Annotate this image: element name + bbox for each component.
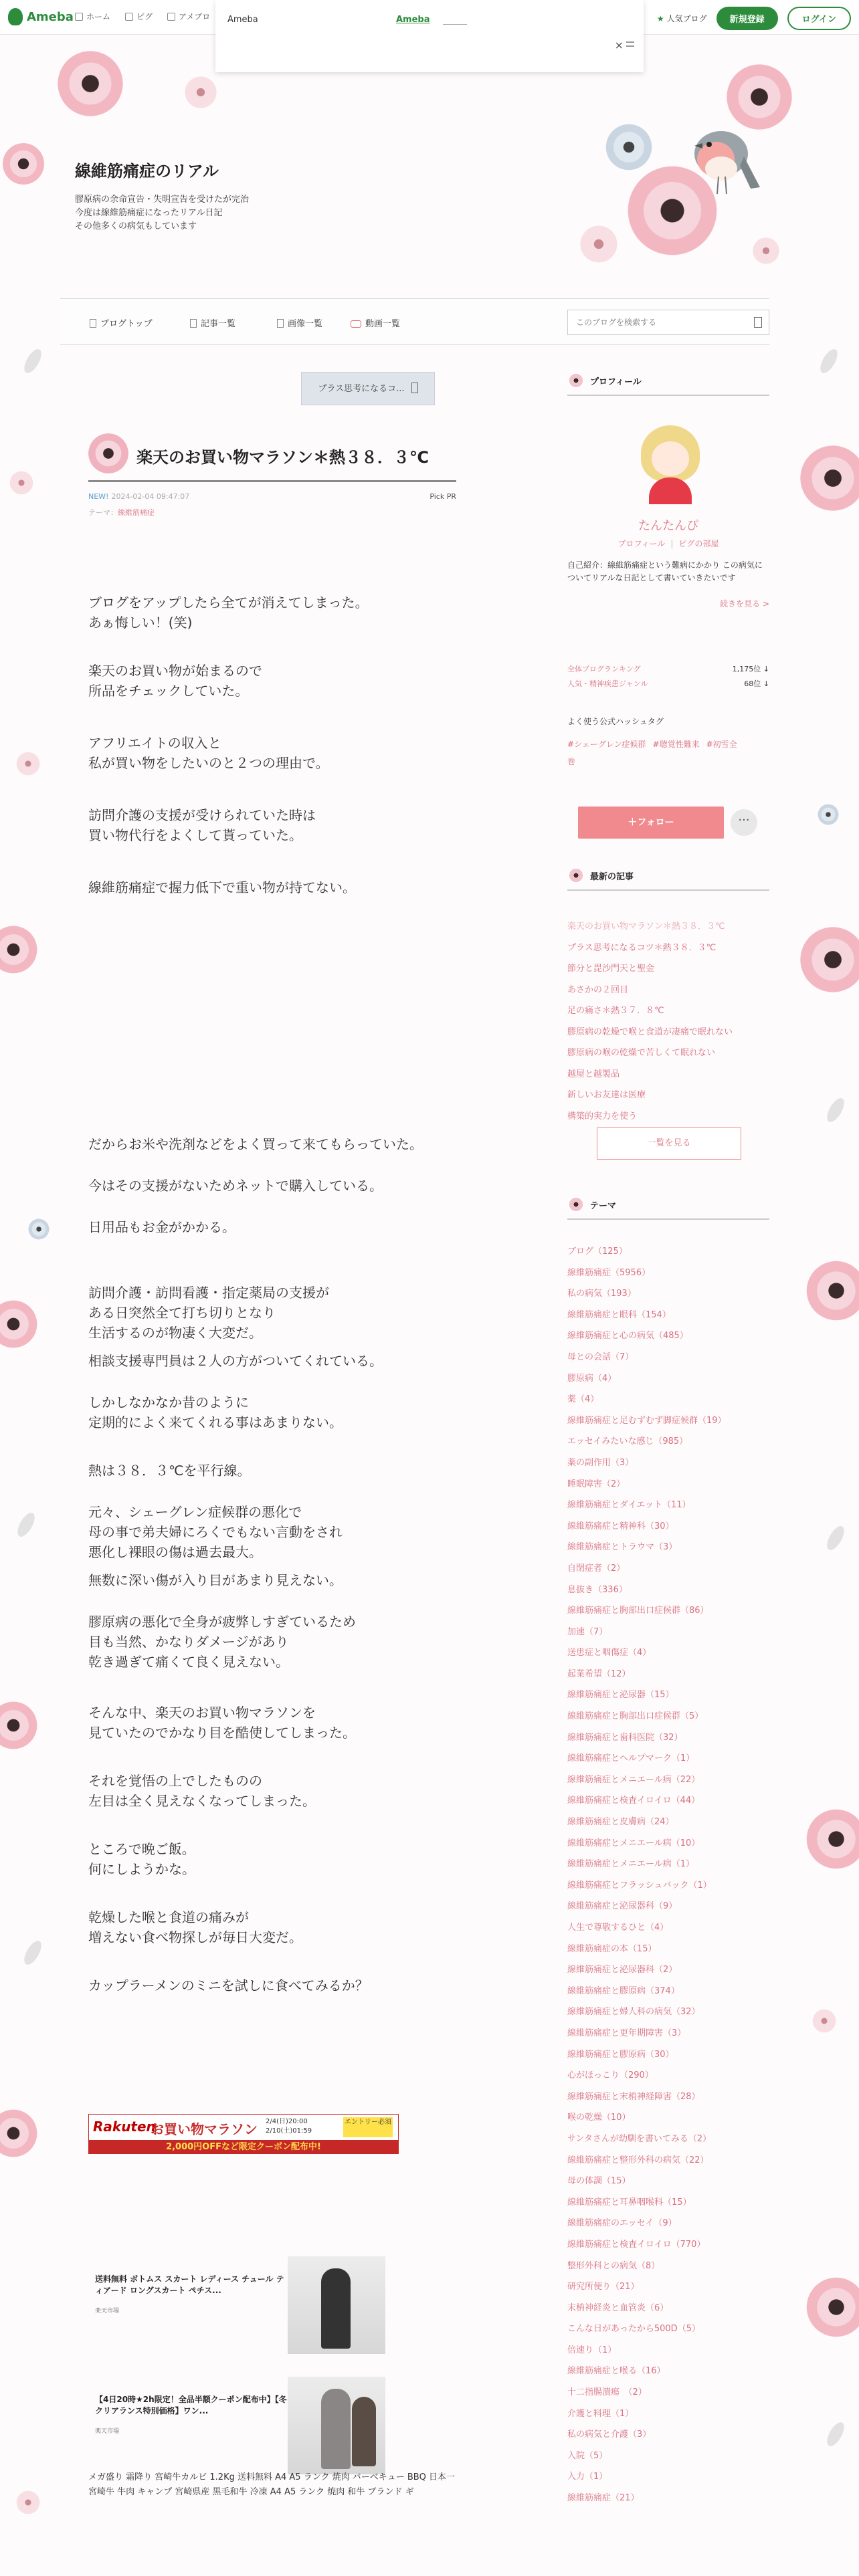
entry-line: 増えない食べ物探しが毎日大変だ。	[88, 1929, 302, 1945]
theme-link[interactable]: 母の体調（15）	[567, 2176, 631, 2187]
entry-paragraph	[88, 1975, 369, 1996]
theme-link[interactable]: 線維筋痛症と更年期障害（3）	[567, 2028, 686, 2038]
theme-link[interactable]: 入力（1）	[567, 2472, 608, 2482]
theme-link[interactable]: 入院（5）	[567, 2450, 608, 2461]
hashtag-heading: よく使う公式ハッシュタグ	[567, 717, 664, 726]
recent-article-link[interactable]: 膠原病の乾燥で喉と食道が凄痛で眠れない	[567, 1027, 733, 1037]
blog-desc-line: その他多くの病気もしています	[75, 221, 197, 231]
entry-line: しかしなかなか昔のように	[88, 1394, 249, 1410]
entry-line: アフリエイトの収入と	[88, 735, 221, 751]
theme-link[interactable]: 線維筋痛症と婦人科の病気（32）	[567, 2007, 700, 2018]
entry-line: 熱は３８．３℃を平行線。	[88, 1463, 251, 1479]
nav-image-list[interactable]: 画像一覧	[277, 316, 322, 329]
ameba-logo-icon	[8, 8, 23, 25]
entry-paragraph	[88, 1839, 195, 1879]
profile-link[interactable]: プロフィール	[617, 539, 666, 548]
entry-line: 訪問介護の支援が受けられていた時は	[88, 807, 316, 823]
register-button[interactable]: 新規登録	[717, 7, 778, 30]
ad-source: 楽天市場	[95, 2428, 120, 2435]
theme-link[interactable]: 線維筋痛症と膠原病（30）	[567, 2049, 674, 2060]
profile-avatar[interactable]	[637, 425, 704, 506]
recent-article-link[interactable]: あさかの２回目	[567, 984, 629, 995]
theme-link[interactable]: 起業希望（12）	[567, 1669, 631, 1679]
entry-line: 相談支援専門員は２人の方がついてくれている。	[88, 1353, 383, 1369]
popup-underline	[443, 24, 467, 25]
theme-link[interactable]: エッセイみたいな感じ（985）	[567, 1436, 688, 1447]
ad-source: 楽天市場	[95, 2308, 120, 2315]
entry-paragraph	[88, 1502, 343, 1562]
theme-link[interactable]: 線維筋痛症と耳鼻咽喉科（15）	[567, 2197, 692, 2208]
theme-link[interactable]: 母との会話（7）	[567, 1352, 634, 1362]
theme-list	[567, 1241, 769, 2509]
theme-link[interactable]: 線維筋痛症と皮膚病（24）	[567, 1817, 674, 1828]
entry-line: ところで晩ご飯。	[88, 1841, 195, 1857]
flower-icon	[567, 867, 585, 884]
theme-link[interactable]: 線維筋痛症	[118, 508, 155, 517]
theme-link[interactable]: 線維筋痛症と精神科（30）	[567, 1521, 674, 1531]
nav-home[interactable]: ホーム	[75, 11, 110, 22]
entry-line: 買い物代行をよくして貰っていた。	[88, 827, 302, 843]
entry-line: 所品をチェックしていた。	[88, 683, 249, 699]
theme-link[interactable]: 線維筋痛症とトラウマ（3）	[567, 1542, 678, 1553]
theme-link[interactable]: 送患症と咽傷症（4）	[567, 1648, 652, 1658]
ad-title: 送料無料 ボトムス スカート レディース チュール ティアード ロングスカート ペチス...	[95, 2274, 284, 2295]
popular-blog-link[interactable]: ★ 人気ブログ	[656, 14, 707, 23]
recent-article-link[interactable]: 新しいお友達は医療	[567, 1090, 646, 1100]
entry-line: 目も当然、かなりダメージがあり	[88, 1634, 289, 1650]
theme-link[interactable]: 私の病気と介護（3）	[567, 2430, 652, 2440]
blog-header	[75, 158, 409, 233]
flower-icon	[567, 1196, 585, 1213]
recent-article-link[interactable]: 膠原病の喉の乾燥で苦しくて眠れない	[567, 1048, 716, 1058]
ad-figure	[321, 2389, 351, 2469]
theme-link[interactable]: こんな日があったから500D（5）	[567, 2324, 700, 2335]
recent-article-link[interactable]: 越屋と越製品	[567, 1069, 620, 1079]
entry-paragraph	[88, 1907, 302, 1947]
video-icon	[351, 320, 361, 328]
entry-paragraph	[88, 1176, 383, 1196]
entry-paragraph	[88, 1612, 356, 1672]
theme-link[interactable]: 線維筋痛症とフラッシュバック（1）	[567, 1880, 712, 1891]
nav-video-list[interactable]: 動画一覧	[351, 316, 400, 329]
theme-link[interactable]: 線維筋痛症と検査イロイロ（770）	[567, 2239, 706, 2250]
entry-line: 日用品もお金がかかる。	[88, 1219, 235, 1235]
entry-paragraph	[88, 1461, 250, 1481]
ameba-logo[interactable]	[8, 8, 74, 25]
blog-desc-line: 膠原病の余命宣告・失明宣告を受けたが完治	[75, 195, 250, 205]
theme-link[interactable]: 線維筋痛症と検査イロイロ（44）	[567, 1796, 700, 1806]
theme-link[interactable]: サンタさんが幼馴を書いてみる（2）	[567, 2133, 712, 2144]
theme-link[interactable]: 睡眠障害（2）	[567, 1479, 626, 1489]
profile-heading: プロフィール	[567, 372, 769, 396]
entry-line: カップラーメンのミニを試しに食べてみるか？	[88, 1977, 369, 1994]
theme-link[interactable]: 線維筋痛症と泌尿器（15）	[567, 1690, 674, 1701]
rank-row[interactable]: 人気・精神疾患ジャンル 68位 ↓	[567, 679, 769, 688]
new-badge: NEW!	[88, 492, 109, 501]
theme-link[interactable]: 線維筋痛症のエッセイ（9）	[567, 2218, 677, 2229]
theme-link[interactable]: 線維筋痛症とメニエール病（1）	[567, 1859, 695, 1870]
page-icon	[411, 383, 418, 393]
entry-line: ブログをアップしたら全てが消えてしまった。	[88, 595, 369, 611]
profile-links: プロフィール | ピグの部屋	[617, 539, 719, 548]
entry-line: 乾き過ぎて痛くて良く見えない。	[88, 1654, 289, 1670]
popup-title: Ameba	[227, 15, 258, 25]
view-all-button[interactable]: 一覧を見る	[597, 1128, 741, 1160]
theme-link[interactable]: 倍速り（1）	[567, 2345, 617, 2355]
blog-global-nav	[60, 298, 769, 345]
hashtag[interactable]: #シェーグレン症候群	[567, 740, 646, 749]
theme-link[interactable]: 人生で尊敬するひと（4）	[567, 1923, 669, 1933]
profile-more-link[interactable]: 続きを見る >	[720, 599, 769, 609]
follow-button[interactable]: ＋フォロー	[578, 807, 724, 839]
theme-link[interactable]: ブログ（125）	[567, 1247, 628, 1257]
popup-link[interactable]: Ameba	[396, 15, 430, 25]
recent-article-link[interactable]: プラス思考になるコツ＊熱３８．３℃	[567, 942, 717, 953]
close-icon[interactable]: ×	[614, 39, 624, 51]
theme-link[interactable]: 線維筋痛症と眼科（154）	[567, 1309, 671, 1320]
theme-link[interactable]: 線維筋痛症と泌尿器科（2）	[567, 1965, 678, 1975]
theme-link[interactable]: 自閉症者（2）	[567, 1563, 626, 1574]
theme-link[interactable]: 末梢神経炎と血管炎（6）	[567, 2302, 669, 2313]
recent-article-link[interactable]: 構築的実力を使う	[567, 1111, 638, 1121]
entry-paragraph	[88, 1351, 383, 1371]
entry-date: 2024-02-04 09:47:07	[111, 492, 190, 501]
recent-article-link[interactable]: 節分と毘沙門天と聖金	[567, 964, 655, 974]
entry-line: 乾燥した喉と食道の痛みが	[88, 1909, 249, 1925]
banner-coupon: 2,000円OFFなど限定クーポン配布中!	[89, 2140, 398, 2154]
nav-ameblo[interactable]: アメブロ	[167, 11, 210, 22]
entry-paragraph	[88, 1570, 343, 1590]
theme-link[interactable]: 私の病気（193）	[567, 1289, 636, 1299]
entry-meta	[88, 492, 189, 501]
theme-link[interactable]: 線維筋痛症と膠原病（374）	[567, 1985, 680, 1996]
ad-figure	[321, 2268, 351, 2349]
theme-link[interactable]: 線維筋痛症とメニエール病（10）	[567, 1838, 700, 1848]
image-icon	[277, 319, 284, 328]
theme-link[interactable]: 線維筋痛症（21）	[567, 2493, 640, 2504]
theme-link[interactable]: 線維筋痛症と整形外科の病気（22）	[567, 2155, 709, 2165]
theme-link[interactable]: 加速（7）	[567, 1626, 608, 1637]
theme-link[interactable]: 研究所便り（21）	[567, 2282, 640, 2292]
nav-article-list[interactable]: 記事一覧	[190, 316, 235, 329]
theme-link[interactable]: 線維筋痛症と喉る（16）	[567, 2366, 666, 2377]
profile-name[interactable]: たんたんぴ	[638, 519, 698, 533]
nav-blog-top[interactable]: ブログトップ	[90, 316, 153, 329]
top-nav	[75, 11, 210, 22]
theme-link[interactable]: 線維筋痛症（5956）	[567, 1267, 651, 1278]
entry-line: 今はその支援がないためネットで購入している。	[88, 1178, 383, 1194]
blog-title[interactable]: 線維筋痛症のリアル	[75, 162, 219, 181]
recent-article-link[interactable]: 足の痛さ＊熱３７．８℃	[567, 1006, 664, 1016]
logo-text: Ameba	[27, 9, 74, 24]
recent-article-link[interactable]: 楽天のお買い物マラソン＊熱３８．３℃	[567, 922, 725, 932]
hashtag[interactable]: #初雪全	[706, 740, 737, 749]
page-icon	[90, 319, 96, 328]
ad-image	[288, 2256, 385, 2354]
entry-paragraph	[88, 1771, 316, 1811]
entry-title[interactable]: 楽天のお買い物マラソン＊熱３８．３℃	[136, 448, 430, 467]
theme-link[interactable]: 線維筋痛症と歯科医院（32）	[567, 1732, 683, 1743]
theme-link[interactable]: 線維筋痛症とダイエット（11）	[567, 1500, 691, 1511]
crown-icon: ★	[656, 14, 664, 23]
entry-line: 私が買い物をしたいのと２つの理由で。	[88, 755, 329, 771]
login-button[interactable]: ログイン	[787, 7, 851, 30]
theme-link[interactable]: 整形外科との病気（8）	[567, 2260, 660, 2271]
theme-link[interactable]: 線維筋痛症と末梢神経障害（28）	[567, 2091, 700, 2102]
theme-link[interactable]: 薬の副作用（3）	[567, 1457, 634, 1468]
entry-paragraph	[88, 805, 316, 845]
theme-link[interactable]: 線維筋痛症と胸部出口症候群（86）	[567, 1606, 709, 1616]
blog-desc-line: 今度は線維筋痛症になったリアル日記	[75, 208, 223, 218]
hashtag-list	[567, 736, 769, 770]
list-icon	[190, 319, 197, 328]
entry-line: 見ていたのでかなり目を酷使してしまった。	[88, 1725, 356, 1741]
banner-title: お買い物マラソン	[151, 2121, 258, 2137]
search-icon[interactable]	[754, 317, 762, 328]
pigg-icon	[125, 13, 133, 21]
theme-link[interactable]: 線維筋痛症と足むずむず脚症候群（19）	[567, 1415, 727, 1426]
entry-paragraph	[88, 1703, 356, 1743]
theme-link[interactable]: 心がほっこり（290）	[567, 2070, 654, 2081]
entry-paragraph	[88, 1217, 235, 1237]
ameba-popup	[215, 0, 644, 72]
ad-figure	[352, 2397, 376, 2466]
entry-paragraph	[88, 733, 329, 773]
home-icon	[75, 13, 83, 21]
theme-link[interactable]: 膠原病（4）	[567, 1373, 617, 1384]
theme-link[interactable]: 喉の乾燥（10）	[567, 2113, 631, 2123]
entry-divider	[88, 480, 456, 482]
entry-paragraph	[88, 1134, 423, 1154]
product-tags: メガ盛り 霜降り 宮崎牛カルビ 1.2Kg 送料無料 A4 A5 ランク 焼肉 バーベキュー BBQ 日本一 宮崎牛 牛肉 キャンプ 宮崎県産 黒毛和牛 冷凍 A4 A5 ランク 焼肉 和牛 ブランド ギ	[88, 2472, 456, 2497]
theme-link[interactable]: 十二指腸潰瘍 （2）	[567, 2387, 647, 2398]
entry-line: それを覚悟の上でしたものの	[88, 1773, 262, 1789]
nav-pigg[interactable]: ピグ	[125, 11, 153, 22]
entry-paragraph	[88, 1392, 343, 1432]
entry-line: 楽天のお買い物が始まるので	[88, 663, 262, 679]
entry-line: 定期的によく来てくれる事はあまりない。	[88, 1414, 343, 1430]
entry-paragraph	[88, 1283, 329, 1343]
bird-illustration	[681, 107, 761, 214]
prev-entry-link[interactable]: プラス思考になるコ...	[301, 372, 435, 405]
hashtag[interactable]: 巻	[567, 757, 576, 766]
theme-link[interactable]: 介護と料理（1）	[567, 2408, 634, 2419]
entry-avatar	[88, 433, 128, 473]
entry-paragraph	[88, 593, 369, 633]
ad-image	[288, 2377, 385, 2474]
entry-line: あぁ悔しい！(笑)	[88, 615, 193, 631]
entry-line: 線維筋痛症で握力低下で重い物が持てない。	[88, 879, 356, 895]
theme-link[interactable]: 線維筋痛症と胸部出口症候群（5）	[567, 1711, 704, 1722]
blog-search	[567, 310, 769, 335]
rank-row[interactable]: 全体ブログランキング 1,175位 ↓	[567, 665, 769, 673]
entry-line: 悪化し裸眼の傷は過去最大。	[88, 1544, 262, 1560]
theme-link[interactable]: 線維筋痛症の本（15）	[567, 1943, 657, 1954]
recent-list	[567, 916, 769, 1127]
entry-line: そんな中、楽天のお買い物マラソンを	[88, 1705, 316, 1721]
theme-link[interactable]: 息抜き（336）	[567, 1584, 628, 1595]
banner-entry-badge: エントリー必須	[343, 2117, 393, 2137]
more-options-button[interactable]: ···	[731, 809, 757, 836]
theme-link[interactable]: 線維筋痛症と心の病気（485）	[567, 1331, 688, 1341]
profile-intro: 自己紹介：線維筋痛症という難病にかかり この病気についてリアルな日記として書いていきたいです	[567, 560, 763, 582]
entry-line: ある日突然全て打ち切りとなり	[88, 1305, 276, 1321]
blog-description	[75, 193, 409, 233]
recent-heading: 最新の記事	[567, 867, 769, 891]
top-right-actions	[657, 7, 851, 30]
menu-icon[interactable]	[626, 41, 634, 47]
ameblo-icon	[167, 13, 175, 21]
entry-line: 膠原病の悪化で全身が疲弊しすぎているため	[88, 1614, 356, 1630]
hashtag[interactable]: #聴覚性難来	[652, 740, 700, 749]
banner-dates: 2/4(日)20:00 2/10(土)01:59	[266, 2118, 312, 2135]
ad-item[interactable]	[88, 2256, 399, 2357]
entry-line: 訪問介護・訪問看護・指定薬局の支援が	[88, 1285, 329, 1301]
search-input[interactable]	[568, 310, 735, 334]
ad-item[interactable]	[88, 2377, 399, 2477]
theme-link[interactable]: 線維筋痛症と泌尿器科（9）	[567, 1901, 678, 1912]
entry-line: 無数に深い傷が入り目があまり見えない。	[88, 1572, 343, 1588]
entry-paragraph	[88, 661, 262, 701]
rakuten-banner[interactable]	[88, 2114, 399, 2154]
theme-link[interactable]: 薬（4）	[567, 1394, 599, 1405]
entry-line: 左目は全く見えなくなってしまった。	[88, 1793, 316, 1809]
pig-room-link[interactable]: ピグの部屋	[678, 539, 719, 548]
entry-line: 元々、シェーグレン症候群の悪化で	[88, 1504, 302, 1520]
banner-brand: Rakuten	[93, 2119, 156, 2135]
theme-link[interactable]: 線維筋痛症とヘルプマーク（1）	[567, 1753, 695, 1764]
theme-link[interactable]: 線維筋痛症とメニエール病（22）	[567, 1774, 700, 1785]
pick-pr-link[interactable]: Pick PR	[430, 492, 456, 501]
ad-title: 【4日20時★2h限定！全品半額クーポン配布中】【冬クリアランス特別価格】ワン...	[95, 2395, 287, 2416]
flower-icon	[567, 372, 585, 389]
entry-line: だからお米や洗剤などをよく買って来てもらっていた。	[88, 1136, 423, 1152]
theme-heading: テーマ	[567, 1196, 769, 1220]
entry-theme: テーマ：線維筋痛症	[88, 508, 155, 517]
entry-line: 母の事で弟夫婦にろくでもない言動をされ	[88, 1524, 343, 1540]
entry-line: 何にしようかな。	[88, 1861, 195, 1877]
entry-line: 生活するのが物凄く大変だ。	[88, 1325, 262, 1341]
entry-paragraph	[88, 877, 356, 897]
